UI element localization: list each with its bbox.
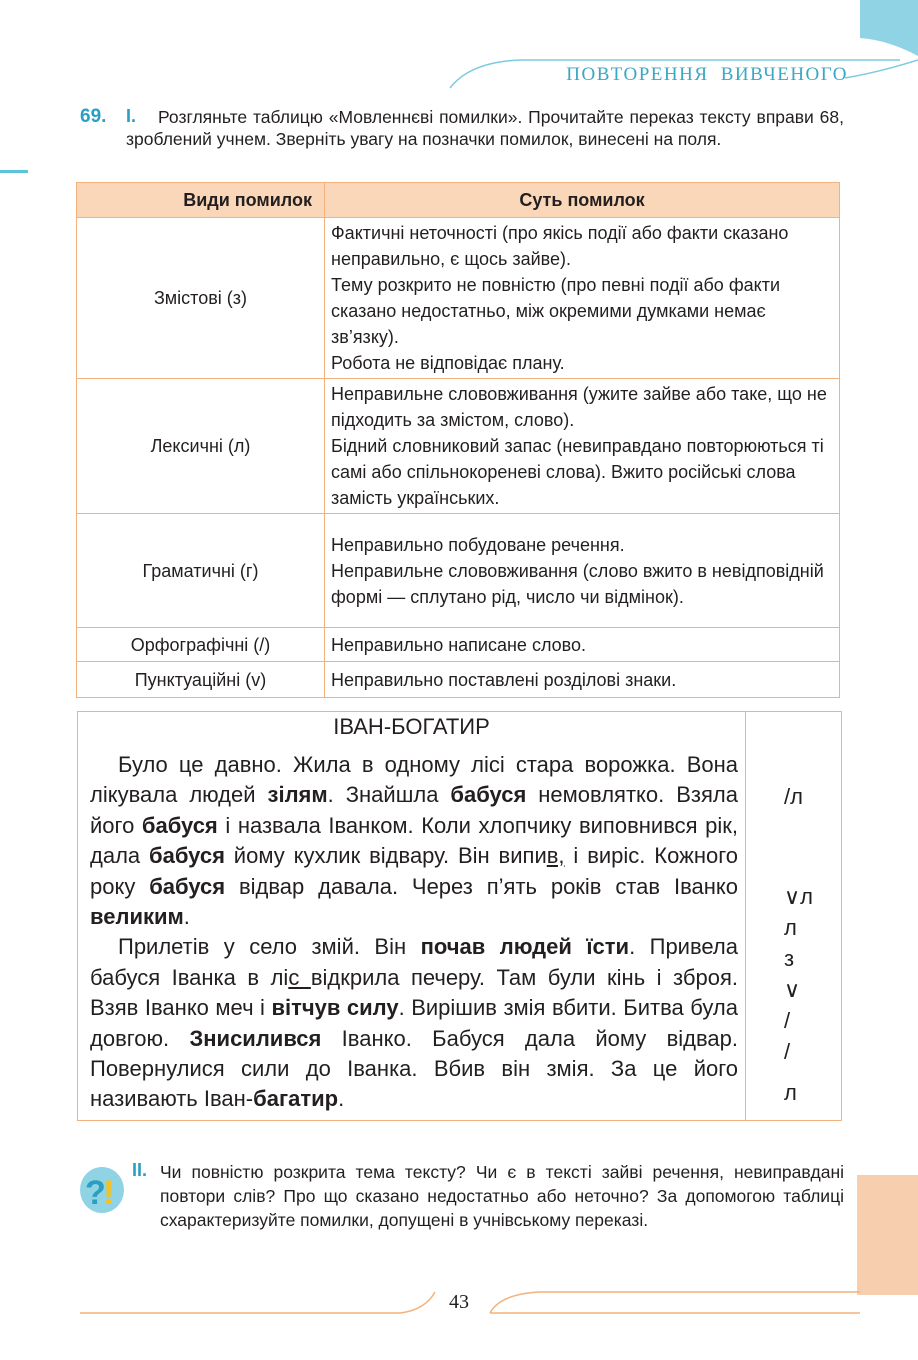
story-paragraph xyxy=(90,750,738,932)
table-row xyxy=(77,628,840,662)
text-span: і назвала Іванком. Коли хлопчику виповнився рік, дала xyxy=(90,812,738,869)
error-word: великим xyxy=(90,904,184,930)
exercise-intro-text: Розгляньте таблицю «Мовленнєві помилки». Прочитайте переказ тексту вправи 68, зроблений учнем. Зверніть увагу на позначки помилок, винесені на поля. xyxy=(126,107,844,149)
error-type: Граматичні (г) xyxy=(77,514,325,628)
text-span: Було це давно. Жила в одному лісі стара ворожка. Вона лікувала людей xyxy=(90,752,738,808)
page-number: 43 xyxy=(449,1291,469,1313)
svg-text:?: ? xyxy=(85,1174,106,1212)
margin-divider xyxy=(745,712,746,1120)
error-mark: ∨ xyxy=(784,977,801,1002)
story-title: ІВАН-БОГАТИР xyxy=(333,714,490,739)
header-error-types: Види помилок xyxy=(77,183,325,218)
svg-text:!: ! xyxy=(103,1174,115,1212)
text-span: відвар давала. Через п’ять років став Іванко xyxy=(225,873,738,899)
text-span: йому кухлик відвару. Він випи xyxy=(224,843,547,869)
description-line: Неправильно побудоване речення. xyxy=(331,534,625,555)
error-description: Неправильно написане слово. xyxy=(325,628,840,662)
header-error-essence: Суть помилок xyxy=(325,183,840,218)
error-type: Орфографічні (/) xyxy=(77,628,325,662)
error-word: почав людей їсти xyxy=(420,934,630,960)
table-row xyxy=(77,514,840,628)
error-mark: ∨л xyxy=(784,884,813,909)
exercise-number: 69. xyxy=(80,106,107,127)
error-word: бабуся xyxy=(149,873,226,899)
description-line: Фактичні неточності (про якісь події або факти сказано неправильно, є щось зайве). xyxy=(331,223,789,269)
error-word: бабуся xyxy=(149,843,225,869)
story-text xyxy=(90,750,738,1115)
text-span: . Знайшла xyxy=(327,782,451,808)
exercise-part-one: І. xyxy=(126,106,140,127)
table-row xyxy=(77,379,840,514)
description-line: Робота не відповідає плану. xyxy=(331,353,565,373)
margin-tick xyxy=(0,170,28,173)
text-span: . Вирішив змія вбити. Битва була довгою. xyxy=(90,995,738,1051)
error-type: Лексичні (л) xyxy=(77,379,325,514)
student-retelling xyxy=(77,711,842,1121)
error-description: Неправильно поставлені розділові знаки. xyxy=(325,662,840,698)
exercise-intro xyxy=(126,106,844,150)
table-row xyxy=(77,218,840,379)
underlined-error: с xyxy=(288,964,311,990)
text-span: відкрила печеру. Там були кінь і зброя. Взяв Іванко меч і xyxy=(90,964,738,1021)
description-line: Бідний словниковий запас (невиправдано повторюються ті самі або спільнокореневі слова). Вжито російські слова замість українських. xyxy=(331,436,824,508)
exercise-part-two: ІІ. xyxy=(132,1160,148,1180)
table-row xyxy=(77,662,840,698)
description-line: Тему розкрито не повністю (про певні події або факти сказано недостатньо, між окремими думками немає зв’язку). xyxy=(331,275,781,347)
errors-table-header xyxy=(77,183,840,218)
errors-table xyxy=(76,182,840,698)
text-span: і виріс. Кожного року xyxy=(90,843,738,899)
error-description xyxy=(325,514,840,628)
description-line: Неправильне слововживання (слово вжито в невідповідній формі — сплутано рід, число чи відмінок). xyxy=(331,560,824,607)
text-span: немовлятко. Взяла його xyxy=(90,782,738,838)
error-word: вітчув силу xyxy=(271,995,399,1021)
error-mark: з xyxy=(784,946,795,971)
description-line: Неправильне слововживання (ужите зайве або таке, що не підходить за змістом, слово). xyxy=(331,384,827,430)
text-span: Іванко. Бабуся дала йому відвар. Повернулися сили до Іванка. Вбив він змія. За це його називають Іван- xyxy=(90,1025,739,1112)
error-mark: / xyxy=(784,1039,791,1064)
side-decoration xyxy=(857,1175,918,1295)
text-span: Прилетів у село змій. Він xyxy=(118,934,421,960)
text-span: . xyxy=(183,904,190,930)
error-word: Знисилився xyxy=(189,1025,322,1051)
section-title: ПОВТОРЕННЯ ВИВЧЕНОГО xyxy=(566,64,848,85)
error-type: Змістові (з) xyxy=(77,218,325,379)
story-paragraph xyxy=(90,932,738,1114)
error-mark: л xyxy=(784,1080,797,1105)
error-word: багатир xyxy=(253,1086,339,1112)
text-span: . xyxy=(338,1086,345,1112)
error-word: зілям xyxy=(267,782,328,808)
error-word: бабуся xyxy=(141,812,218,838)
error-mark: л xyxy=(784,915,797,940)
error-mark: /л xyxy=(784,784,803,809)
error-word: бабуся xyxy=(450,782,527,808)
underlined-error: в, xyxy=(546,843,565,869)
text-span: . Привела бабуся Іванка в лі xyxy=(90,934,738,990)
error-mark: / xyxy=(784,1008,791,1033)
question-text: Чи повністю розкрита тема тексту? Чи є в тексті зайві речення, невиправдані повтори слів? Про що сказано недостатньо або неточно? За допомогою таблиці схарактеризуйте помилки, допущені в учнівському переказі. xyxy=(160,1162,844,1230)
error-type: Пунктуаційні (v) xyxy=(77,662,325,698)
error-description xyxy=(325,218,840,379)
error-description xyxy=(325,379,840,514)
question-exclamation-icon xyxy=(79,1164,125,1214)
